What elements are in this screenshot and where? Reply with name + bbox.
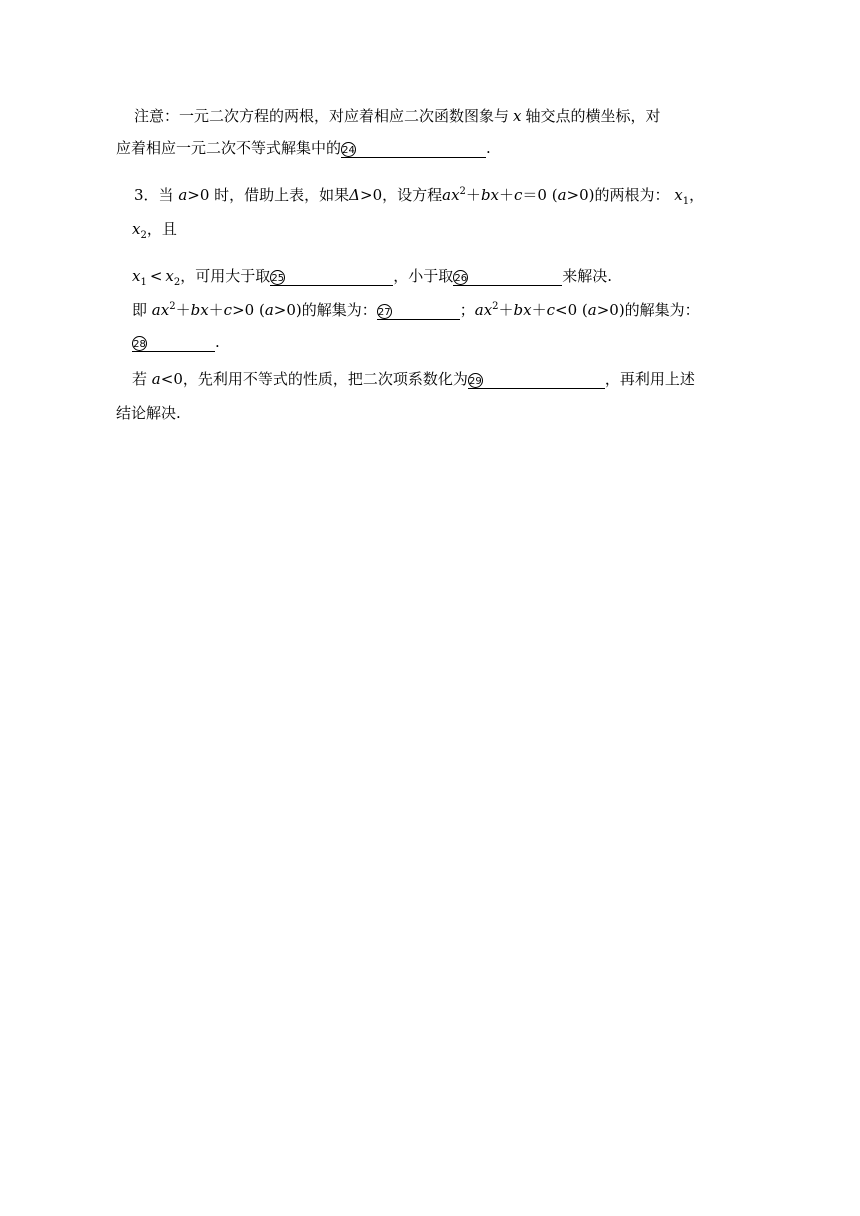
term-ax: ax (151, 301, 170, 319)
subscript: 1 (140, 277, 147, 288)
item3-line-4 (132, 300, 700, 320)
text: ＝0 ( (522, 186, 558, 204)
answer-blank-27[interactable] (377, 304, 460, 320)
blank-number-29: 29 (468, 373, 483, 388)
term-ax: ax (442, 186, 460, 204)
item3-line-1 (134, 185, 704, 205)
blank-number-25: 25 (270, 270, 285, 285)
text: <0，先利用不等式的性质，把二次项系数化为 (160, 370, 468, 388)
plus: ＋ (498, 301, 514, 319)
variable-a: a (557, 186, 567, 204)
answer-blank-24[interactable] (341, 142, 486, 158)
text: ，且 (146, 220, 177, 238)
text: <0 ( (555, 301, 588, 319)
subscript: 2 (173, 277, 181, 288)
variable-x2: x (165, 267, 174, 285)
text: 3．当 (134, 186, 174, 204)
text: 即 (132, 301, 148, 319)
item3-line-3 (132, 266, 612, 286)
text: >0)的解集为： (273, 301, 377, 319)
term-bx: bx (190, 301, 209, 319)
less-than: < (149, 267, 163, 285)
item3-line-7 (116, 403, 181, 423)
blank-number-26: 26 (453, 270, 468, 285)
item3-line-6 (132, 369, 695, 389)
term-c: c (546, 301, 556, 319)
term-bx: bx (480, 186, 499, 204)
plus: ＋ (531, 301, 547, 319)
note-text-cont: 轴交点的横坐标，对 (525, 107, 661, 125)
exponent: 2 (169, 301, 176, 312)
text: ，小于取 (393, 267, 454, 285)
blank-number-27: 27 (377, 304, 392, 319)
answer-blank-28[interactable] (132, 336, 215, 352)
item3-line-2 (132, 219, 177, 239)
variable-delta: Δ (349, 186, 361, 204)
text: ，再利用上述 (604, 370, 695, 388)
blank-number-28: 28 (132, 336, 147, 351)
plus: ＋ (465, 186, 481, 204)
plus: ＋ (499, 186, 515, 204)
text: ，可用大于取 (180, 267, 271, 285)
answer-blank-29[interactable] (468, 373, 605, 389)
variable-x2: x (132, 220, 141, 238)
text: >0 时，借助上表，如果 (187, 186, 350, 204)
subscript: 1 (682, 196, 690, 207)
term-bx: bx (513, 301, 532, 319)
plus: ＋ (175, 301, 191, 319)
term-c: c (514, 186, 523, 204)
plus: ＋ (208, 301, 224, 319)
note-line-1 (134, 106, 661, 126)
text: >0，设方程 (360, 186, 443, 204)
item3-line-5 (132, 332, 220, 352)
variable-a: a (587, 301, 597, 319)
semicolon: ； (459, 301, 475, 319)
variable-a: a (178, 186, 188, 204)
text: 来解决. (562, 267, 613, 285)
text: >0)的解集为： (596, 301, 700, 319)
blank-number-24: 24 (341, 142, 356, 157)
note-line-2 (116, 138, 491, 158)
term-c: c (223, 301, 233, 319)
comma: ， (689, 186, 705, 204)
note-text: 应着相应一元二次不等式解集中的 (116, 139, 342, 157)
text: >0)的两根为： (566, 186, 670, 204)
exponent: 2 (459, 186, 466, 197)
answer-blank-26[interactable] (453, 270, 562, 286)
text: 若 (132, 370, 148, 388)
variable-x1: x (132, 267, 141, 285)
text: >0 ( (232, 301, 265, 319)
variable-a: a (264, 301, 274, 319)
variable-a: a (151, 370, 161, 388)
variable-x: x (513, 107, 522, 125)
term-ax: ax (474, 301, 493, 319)
note-text: 注意：一元二次方程的两根，对应着相应二次函数图象与 (134, 107, 510, 125)
period: . (486, 139, 491, 157)
answer-blank-25[interactable] (270, 270, 393, 286)
exponent: 2 (492, 301, 499, 312)
variable-x1: x (674, 186, 683, 204)
subscript: 2 (140, 230, 147, 241)
text: 结论解决. (116, 404, 181, 422)
period: . (215, 333, 220, 351)
